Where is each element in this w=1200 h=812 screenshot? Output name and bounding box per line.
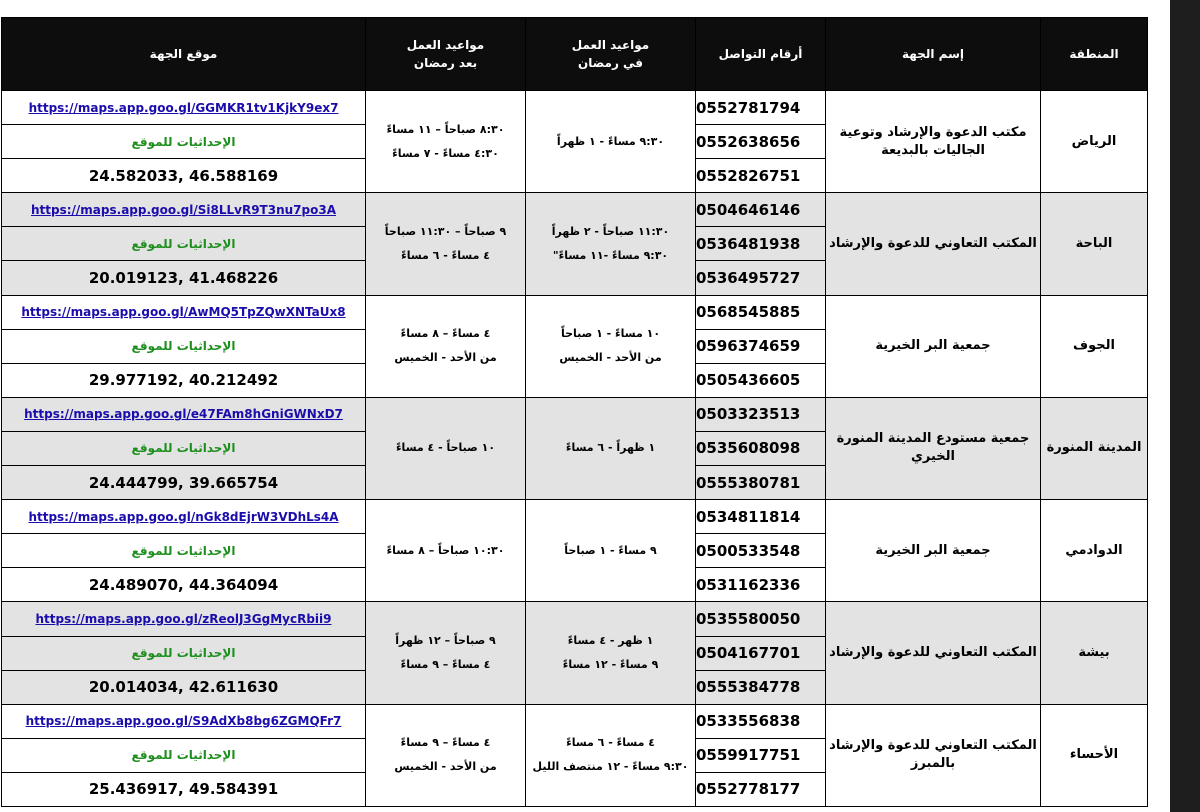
hours-line: من الأحد - الخميس [394, 760, 497, 774]
coordinates-value: 24.582033, 46.588169 [2, 159, 366, 193]
org-name: مكتب الدعوة والإرشاد وتوعية الجاليات بالبديعة [826, 91, 1041, 193]
coordinates-value: 24.444799, 39.665754 [2, 466, 366, 500]
region-name: المدينة المنورة [1041, 397, 1148, 499]
phone-number: 0535608098 [696, 431, 826, 465]
phone-number: 0559917751 [696, 738, 826, 772]
table-row [2, 500, 1148, 534]
hours-line: ٤ مساءً – ٩ مساءً [400, 658, 491, 672]
hours-after-ramadan [366, 193, 526, 295]
phone-number: 0533556838 [696, 704, 826, 738]
hours-line: من الأحد - الخميس [394, 351, 497, 365]
hours-line: ١ ظهراً - ٦ مساءً [565, 441, 656, 455]
hours-line: ٤ مساءً – ٨ مساءً [400, 327, 491, 341]
coordinates-label: الإحداثيات للموقع [2, 636, 366, 670]
phone-number: 0534811814 [696, 500, 826, 534]
table-row [2, 704, 1148, 738]
coordinates-value: 25.436917, 49.584391 [2, 772, 366, 806]
phone-number: 0552638656 [696, 125, 826, 159]
map-link[interactable]: https://maps.app.goo.gl/zReolJ3GgMycRbii9 [35, 611, 332, 626]
region-name: الرياض [1041, 91, 1148, 193]
phone-number: 0552781794 [696, 91, 826, 125]
hours-after-ramadan [366, 91, 526, 193]
hours-in-ramadan [526, 602, 696, 704]
org-name: المكتب التعاوني للدعوة والإرشاد بالمبرز [826, 704, 1041, 806]
hours-line: ١٠ مساءً - ١ صباحاً [560, 327, 661, 341]
map-link[interactable]: https://maps.app.goo.gl/AwMQ5TpZQwXNTaUx8 [21, 305, 346, 320]
locations-table [1, 17, 1148, 807]
phone-number: 0531162336 [696, 568, 826, 602]
region-name: الجوف [1041, 295, 1148, 397]
phone-number: 0555384778 [696, 670, 826, 704]
coordinates-value: 29.977192, 40.212492 [2, 363, 366, 397]
hours-line: ٤ مساءً - ٦ مساءً [401, 248, 490, 262]
coordinates-label: الإحداثيات للموقع [2, 738, 366, 772]
org-name: جمعية البر الخيرية [826, 500, 1041, 602]
phone-number: 0552778177 [696, 772, 826, 806]
table-row [2, 397, 1148, 431]
hours-after-ramadan [366, 704, 526, 806]
hours-after-ramadan [366, 500, 526, 602]
phone-number: 0504646146 [696, 193, 826, 227]
coordinates-label: الإحداثيات للموقع [2, 431, 366, 465]
coordinates-label: الإحداثيات للموقع [2, 534, 366, 568]
hours-line: ١ ظهر - ٤ مساءً [567, 634, 654, 648]
coordinates-value: 20.019123, 41.468226 [2, 261, 366, 295]
phone-number: 0536495727 [696, 261, 826, 295]
header-org: إسم الجهة [826, 18, 1041, 91]
hours-in-ramadan [526, 91, 696, 193]
coordinates-value: 24.489070, 44.364094 [2, 568, 366, 602]
hours-line: ٩:٣٠ مساءً - ١٢ منتصف الليل [532, 760, 689, 774]
map-link[interactable]: https://maps.app.goo.gl/Si8LLvR9T3nu7po3A [30, 202, 336, 217]
region-name: الباحة [1041, 193, 1148, 295]
org-name: المكتب التعاوني للدعوة والإرشاد [826, 602, 1041, 704]
hours-line: من الأحد - الخميس [559, 351, 662, 365]
hours-in-ramadan [526, 295, 696, 397]
hours-line: ١٠ صباحاً - ٤ مساءً [395, 441, 496, 455]
hours-after-ramadan [366, 295, 526, 397]
hours-after-ramadan [366, 602, 526, 704]
hours-line: ٤ مساءً – ٩ مساءً [400, 736, 491, 750]
header-after-ramadan: مواعيد العمل بعد رمضان [366, 18, 526, 91]
hours-in-ramadan [526, 500, 696, 602]
coordinates-label: الإحداثيات للموقع [2, 329, 366, 363]
header-location: موقع الجهة [2, 18, 366, 91]
phone-number: 0596374659 [696, 329, 826, 363]
coordinates-label: الإحداثيات للموقع [2, 125, 366, 159]
hours-line: ١٠:٣٠ صباحاً – ٨ مساءً [386, 543, 505, 557]
region-name: الدوادمي [1041, 500, 1148, 602]
hours-line: ١١:٣٠ صباحاً - ٢ ظهراً [551, 224, 670, 238]
window-edge [1170, 0, 1200, 812]
table-row [2, 91, 1148, 125]
coordinates-label: الإحداثيات للموقع [2, 227, 366, 261]
map-link[interactable]: https://maps.app.goo.gl/e47FAm8hGniGWNxD7 [24, 407, 343, 422]
hours-line: ٩:٣٠ مساءً - ١ ظهراً [556, 134, 665, 148]
region-name: الأحساء [1041, 704, 1148, 806]
hours-line: ٩ صباحاً – ١١:٣٠ صباحاً [384, 224, 507, 238]
hours-line: ٩ صباحاً – ١٢ ظهراً [395, 634, 496, 648]
region-name: بيشة [1041, 602, 1148, 704]
hours-line: ٤ مساءً - ٦ مساءً [566, 736, 655, 750]
hours-in-ramadan [526, 193, 696, 295]
hours-in-ramadan [526, 704, 696, 806]
hours-line: ٩:٣٠ مساءً -١١ مساءً" [552, 248, 669, 262]
org-name: جمعية البر الخيرية [826, 295, 1041, 397]
phone-number: 0500533548 [696, 534, 826, 568]
phone-number: 0552826751 [696, 159, 826, 193]
map-link[interactable]: https://maps.app.goo.gl/nGk8dEjrW3VDhLs4A [28, 509, 339, 524]
table-row [2, 193, 1148, 227]
phone-number: 0536481938 [696, 227, 826, 261]
phone-number: 0505436605 [696, 363, 826, 397]
coordinates-value: 20.014034, 42.611630 [2, 670, 366, 704]
hours-line: ٩ مساءً - ١٢ مساءً [562, 658, 659, 672]
hours-line: ٩ مساءً - ١ صباحاً [564, 543, 657, 557]
header-in-ramadan: مواعيد العمل في رمضان [526, 18, 696, 91]
phone-number: 0503323513 [696, 397, 826, 431]
hours-in-ramadan [526, 397, 696, 499]
org-name: المكتب التعاوني للدعوة والإرشاد [826, 193, 1041, 295]
hours-line: ٤:٣٠ مساءً - ٧ مساءً [392, 146, 499, 160]
map-link[interactable]: https://maps.app.goo.gl/S9AdXb8bg6ZGMQFr7 [25, 714, 342, 729]
hours-line: ٨:٣٠ صباحاً – ١١ مساءً [386, 122, 505, 136]
org-name: جمعية مستودع المدينة المنورة الخيري [826, 397, 1041, 499]
phone-number: 0504167701 [696, 636, 826, 670]
table-row [2, 602, 1148, 636]
phone-number: 0568545885 [696, 295, 826, 329]
phone-number: 0555380781 [696, 466, 826, 500]
hours-after-ramadan [366, 397, 526, 499]
table-header-row [2, 18, 1148, 91]
table-row [2, 295, 1148, 329]
map-link[interactable]: https://maps.app.goo.gl/GGMKR1tv1KjkY9ex7 [28, 100, 339, 115]
header-region: المنطقة [1041, 18, 1148, 91]
header-phones: أرقام التواصل [696, 18, 826, 91]
phone-number: 0535580050 [696, 602, 826, 636]
